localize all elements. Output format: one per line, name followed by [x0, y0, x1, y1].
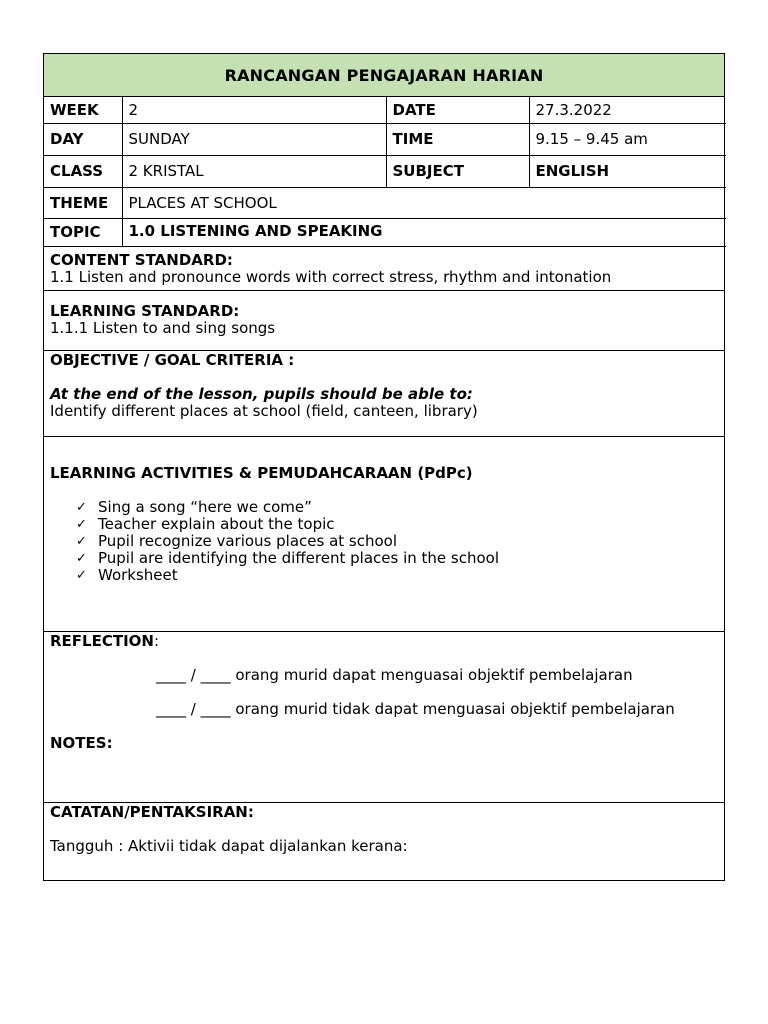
content-standard-section [44, 247, 724, 291]
reflection-section [44, 632, 724, 803]
reflection-line-achieved: ____ / ____ orang murid dapat menguasai objektif pembelajaran [156, 665, 633, 684]
info-row-topic [44, 218, 726, 246]
day-value: SUNDAY [122, 123, 386, 155]
activities-list [50, 499, 718, 584]
subject-label: SUBJECT [386, 155, 529, 187]
list-item: ✓ Worksheet [76, 565, 178, 584]
topic-value: 1.0 LISTENING AND SPEAKING [122, 218, 726, 246]
time-value: 9.15 – 9.45 am [529, 123, 726, 155]
subject-value: ENGLISH [529, 155, 726, 187]
reflection-line-not-achieved: ____ / ____ orang murid tidak dapat menguasai objektif pembelajaran [156, 699, 675, 718]
info-table [44, 97, 726, 247]
check-icon: ✓ [76, 550, 87, 566]
info-row-class [44, 155, 726, 187]
week-label: WEEK [44, 97, 122, 123]
objective-intro: At the end of the lesson, pupils should be able to: [50, 384, 473, 403]
learning-standard-heading: LEARNING STANDARD: [50, 301, 240, 320]
info-row-day [44, 123, 726, 155]
list-item: ✓ Pupil are identifying the different places in the school [76, 548, 499, 567]
class-label: CLASS [44, 155, 122, 187]
catatan-heading: CATATAN/PENTAKSIRAN: [50, 802, 254, 821]
learning-standard-text: 1.1.1 Listen to and sing songs [50, 318, 276, 337]
list-item: ✓ Sing a song “here we come” [76, 497, 312, 516]
day-label: DAY [44, 123, 122, 155]
objective-section [44, 351, 724, 437]
page-title: RANCANGAN PENGAJARAN HARIAN [44, 54, 724, 97]
info-row-week [44, 97, 726, 123]
topic-label: TOPIC [44, 218, 122, 246]
catatan-section [44, 803, 724, 880]
date-label: DATE [386, 97, 529, 123]
content-standard-heading: CONTENT STANDARD: [50, 250, 233, 269]
check-icon: ✓ [76, 516, 87, 532]
lesson-plan-sheet [43, 53, 725, 881]
list-item: ✓ Teacher explain about the topic [76, 514, 335, 533]
activities-heading: LEARNING ACTIVITIES & PEMUDAHCARAAN (PdPc) [50, 463, 473, 482]
notes-heading: NOTES: [50, 733, 113, 752]
reflection-heading: REFLECTION: [50, 631, 160, 650]
content-standard-text: 1.1 Listen and pronounce words with correct stress, rhythm and intonation [50, 267, 612, 286]
catatan-text: Tangguh : Aktivii tidak dapat dijalankan kerana: [50, 836, 408, 855]
check-icon: ✓ [76, 533, 87, 549]
list-item: ✓ Pupil recognize various places at school [76, 531, 398, 550]
theme-label: THEME [44, 187, 122, 218]
class-value: 2 KRISTAL [122, 155, 386, 187]
objective-heading: OBJECTIVE / GOAL CRITERIA : [50, 350, 295, 369]
activities-section [44, 437, 724, 632]
theme-value: PLACES AT SCHOOL [122, 187, 726, 218]
info-row-theme [44, 187, 726, 218]
objective-text: Identify different places at school (field, canteen, library) [50, 401, 478, 420]
week-value: 2 [122, 97, 386, 123]
learning-standard-section [44, 291, 724, 351]
check-icon: ✓ [76, 499, 87, 515]
time-label: TIME [386, 123, 529, 155]
date-value: 27.3.2022 [529, 97, 726, 123]
check-icon: ✓ [76, 567, 87, 583]
